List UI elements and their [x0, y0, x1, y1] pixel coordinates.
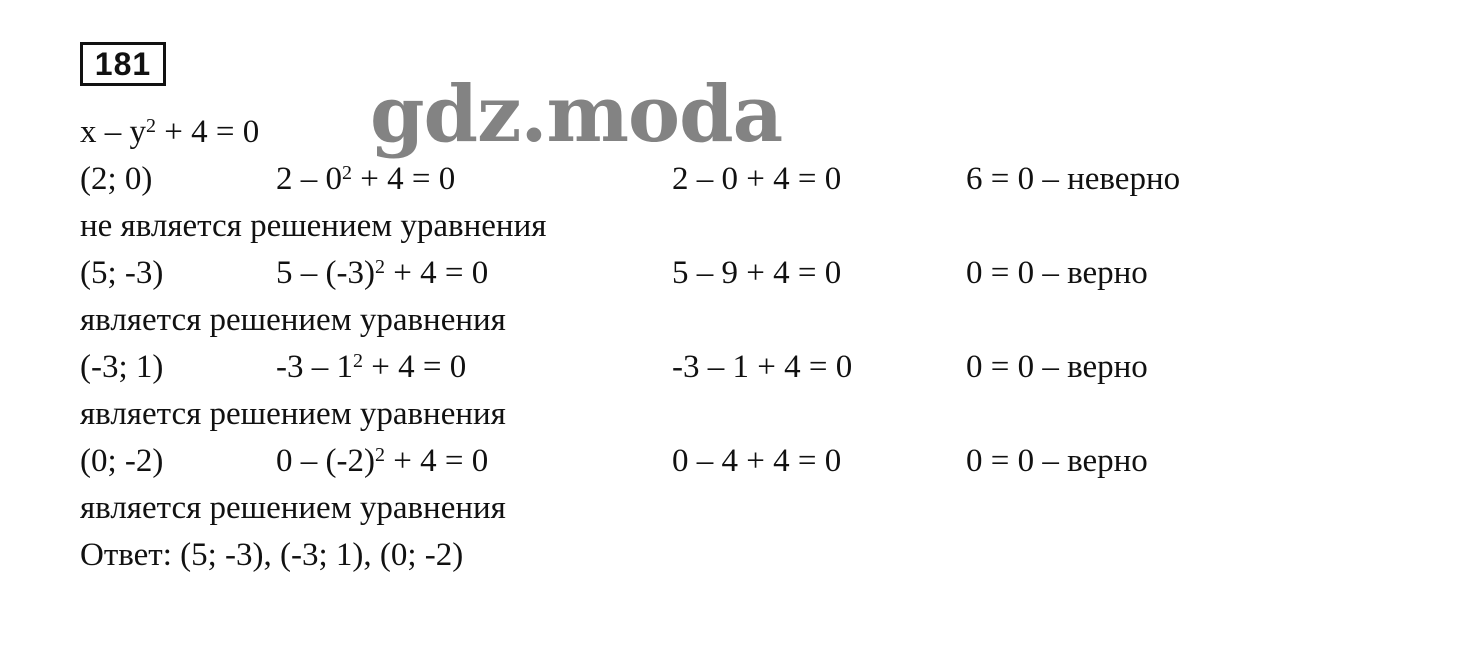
equation-post: + 4 = 0: [156, 114, 260, 150]
problem-number-box: 181: [80, 42, 166, 86]
equation-exponent: 2: [146, 115, 156, 137]
result: 6 = 0 – неверно: [966, 161, 1181, 197]
substitution: $0 - (-2)^2 + 4 = 0$: [276, 443, 489, 479]
substitution: $5 - (-3)^2 + 4 = 0$: [276, 255, 489, 291]
simplified: 0 – 4 + 4 = 0: [672, 443, 842, 479]
watermark-logo: gdz.moda: [370, 69, 783, 160]
conclusion: является решением уравнения: [80, 302, 506, 338]
equation: [80, 112, 259, 152]
point: (5; -3): [80, 255, 164, 291]
substitution: $2 - 0^2 + 4 = 0$: [276, 161, 456, 197]
conclusion: является решением уравнения: [80, 490, 506, 526]
result: 0 = 0 – верно: [966, 255, 1148, 291]
simplified: 2 – 0 + 4 = 0: [672, 161, 842, 197]
answer: Ответ: (5; -3), (-3; 1), (0; -2): [80, 537, 464, 573]
simplified: 5 – 9 + 4 = 0: [672, 255, 842, 291]
point: (2; 0): [80, 161, 153, 197]
conclusion: не является решением уравнения: [80, 208, 547, 244]
point: (0; -2): [80, 443, 164, 479]
equation-pre: x – y: [80, 114, 146, 150]
point: (-3; 1): [80, 349, 164, 385]
result: 0 = 0 – верно: [966, 349, 1148, 385]
simplified: -3 – 1 + 4 = 0: [672, 349, 853, 385]
conclusion: является решением уравнения: [80, 396, 506, 432]
substitution: $-3 - 1^2 + 4 = 0$: [276, 349, 467, 385]
result: 0 = 0 – верно: [966, 443, 1148, 479]
